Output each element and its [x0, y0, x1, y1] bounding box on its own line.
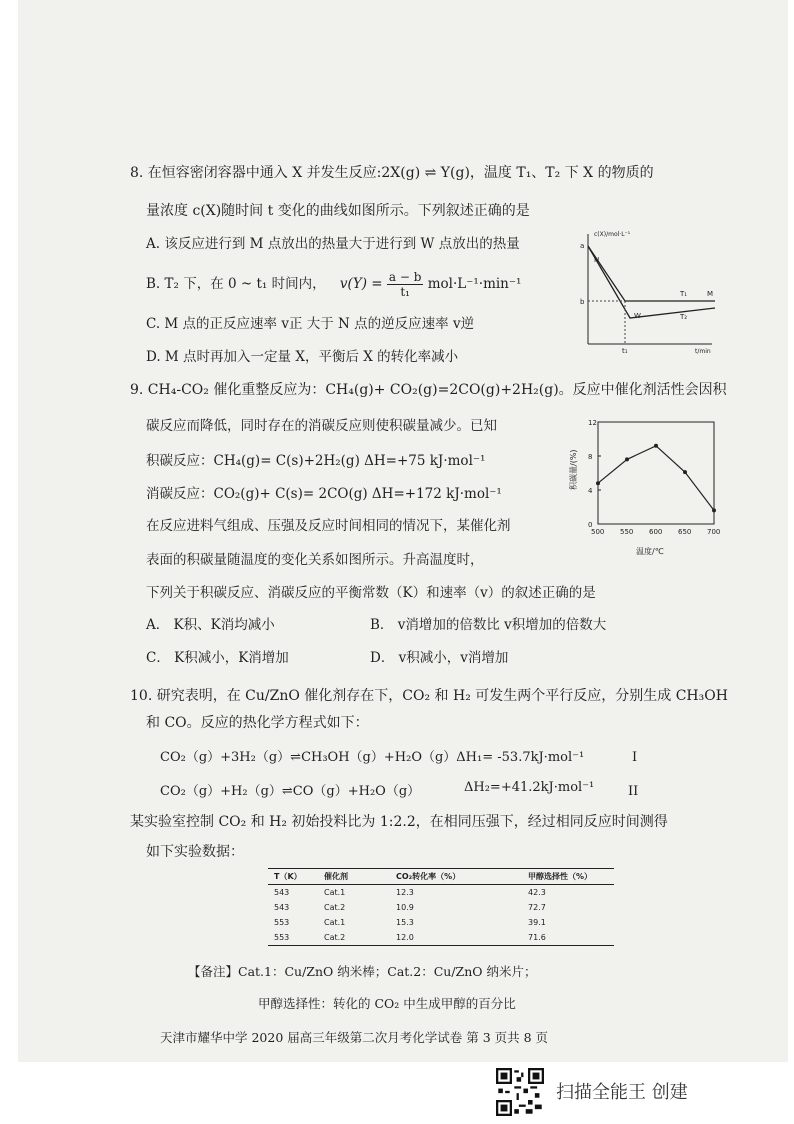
table-cell: 553: [274, 918, 290, 927]
q8-graph-label-w: W: [634, 312, 641, 320]
q9-y-tick-label: 4: [588, 487, 593, 495]
q9-option-d: D． v积减小，v消增加: [370, 650, 509, 666]
q8-graph-label-n: N: [594, 256, 600, 264]
table-cell: 543: [274, 903, 290, 912]
table-cell: 12.0: [390, 930, 522, 946]
q8-graph-ylabel: c(X)/mol·L⁻¹: [594, 231, 631, 238]
q10-equation-1-tag: I: [632, 750, 638, 765]
table-cell: Cat.1: [324, 918, 346, 927]
table-cell: Cat.2: [318, 930, 390, 946]
q8-option-b-prefix: B. T₂ 下，在 0 ~ t₁ 时间内，: [146, 276, 326, 292]
q9-x-tick-label: 650: [678, 528, 692, 536]
table-cell: 12.3: [396, 888, 414, 897]
q8-option-a: A. 该反应进行到 M 点放出的热量大于进行到 W 点放出的热量: [146, 236, 520, 252]
q9-carbon-deposit-chart: [560, 412, 730, 558]
table-cell: Cat.1: [324, 888, 346, 897]
q9-x-tick-label: 500: [591, 528, 605, 536]
q8-graph-xlabel: t/min: [695, 348, 711, 355]
q8-curve-t1: [588, 246, 715, 301]
q9-x-tick-label: 700: [707, 528, 721, 536]
q10-equation-2-tag: II: [628, 784, 639, 799]
q10-equation-2-dh: ΔH₂=+41.2kJ·mol⁻¹: [464, 780, 595, 795]
q8-option-d: D. M 点时再加入一定量 X，平衡后 X 的转化率减小: [146, 349, 459, 365]
q8-graph-label-t1: T₁: [680, 290, 688, 298]
qr-code-icon: [496, 1068, 544, 1116]
q10-note-2: 甲醇选择性：转化的 CO₂ 中生成甲醇的百分比: [258, 996, 516, 1011]
q9-stem-4: 表面的积碳量随温度的变化关系如图所示。升高温度时，: [146, 552, 484, 568]
q10-stem-4: 如下实验数据：: [146, 844, 244, 860]
table-row: [268, 930, 614, 946]
q8-option-b-unit: mol·L⁻¹·min⁻¹: [427, 276, 522, 292]
table-cell: 15.3: [396, 918, 414, 927]
q8-stem-2: 量浓度 c(X)随时间 t 变化的曲线如图所示。下列叙述正确的是: [146, 203, 530, 219]
q9-plot-frame: [598, 422, 714, 524]
q9-stem-5: 下列关于积碳反应、消碳反应的平衡常数（K）和速率（v）的叙述正确的是: [146, 585, 596, 601]
table-cell: Cat.2: [324, 903, 346, 912]
q9-data-point: [712, 508, 716, 512]
q9-reaction-1: 积碳反应：CH₄(g)= C(s)+2H₂(g) ΔH=+75 kJ·mol⁻¹: [146, 453, 486, 469]
q9-stem-2: 碳反应而降低，同时存在的消碳反应则使积碳量减少。已知: [146, 418, 497, 434]
q9-stem-3: 在反应进料气组成、压强及反应时间相同的情况下，某催化剂: [146, 518, 511, 534]
q8-option-b-fraction: [387, 270, 424, 299]
table-row: [268, 885, 614, 901]
q9-stem-1: 9. CH₄-CO₂ 催化重整反应为：CH₄(g)+ CO₂(g)=2CO(g)+2H₂(g)。反应中催化剂活性会因积: [130, 382, 727, 398]
q9-chart-xlabel: 温度/℃: [636, 547, 664, 556]
q10-stem-3: 某实验室控制 CO₂ 和 H₂ 初始投料比为 1:2.2，在相同压强下，经过相同反应时间测得: [130, 814, 668, 830]
table-cell: 10.9: [396, 903, 414, 912]
q8-fraction-num: a − b: [388, 270, 422, 284]
table-header-cell: T（K）: [268, 869, 318, 885]
table-header-cell: 甲醇选择性（%）: [522, 869, 614, 885]
q8-curve-t2: [588, 246, 715, 318]
q8-option-c: C. M 点的正反应速率 v正 大于 N 点的逆反应速率 v逆: [146, 316, 475, 332]
page-footer: 天津市耀华中学 2020 届高三年级第二次月考化学试卷 第 3 页共 8 页: [160, 1030, 549, 1045]
q9-series-line: [598, 446, 714, 511]
q9-option-b: B． v消增加的倍数比 v积增加的倍数大: [370, 617, 607, 633]
q10-stem-1: 10. 研究表明，在 Cu/ZnO 催化剂存在下，CO₂ 和 H₂ 可发生两个平行反应，分别生成 CH₃OH: [130, 688, 728, 704]
q9-x-tick-label: 550: [620, 528, 634, 536]
table-cell: 72.7: [528, 903, 546, 912]
scanner-watermark: 扫描全能王 创建: [556, 1082, 688, 1103]
q8-stem-1: 8. 在恒容密闭容器中通入 X 并发生反应:2X(g) ⇌ Y(g)，温度 T₁、T₂ 下 X 的物质的: [130, 165, 654, 181]
table-cell: 39.1: [528, 918, 546, 927]
table-header-row: [268, 869, 614, 885]
q9-y-tick-label: 12: [588, 419, 597, 427]
q9-reaction-2: 消碳反应：CO₂(g)+ C(s)= 2CO(g) ΔH=+172 kJ·mol⁻¹: [146, 486, 502, 502]
q9-y-tick-label: 0: [588, 521, 593, 529]
table-row: [268, 915, 614, 930]
q9-y-tick-label: 8: [588, 453, 593, 461]
q9-data-point: [654, 444, 658, 448]
q9-data-point: [683, 470, 687, 474]
q9-option-a: A． K积、K消均减小: [146, 617, 275, 633]
table-cell: 553: [268, 930, 318, 946]
q9-data-point: [596, 481, 600, 485]
q8-fraction-den: t₁: [400, 285, 410, 299]
q8-graph-label-m: M: [707, 290, 714, 298]
q8-graph-label-t2: T₂: [680, 313, 688, 321]
q9-data-point: [625, 457, 629, 461]
q8-graph-label-b: b: [580, 298, 585, 306]
q10-data-table: [268, 868, 614, 946]
q10-equation-1: CO₂（g）+3H₂（g）⇌CH₃OH（g）+H₂O（g）ΔH₁= -53.7kJ·mol⁻¹: [160, 750, 585, 765]
q9-x-tick-label: 600: [649, 528, 663, 536]
q8-option-b: [146, 270, 521, 299]
q9-option-c: C． K积减小，K消增加: [146, 650, 289, 666]
q8-concentration-graph: [560, 226, 720, 356]
table-header-cell: CO₂转化率（%）: [390, 869, 522, 885]
q8-graph-label-a: a: [580, 242, 585, 250]
table-cell: 42.3: [528, 888, 546, 897]
q10-note-1: 【备注】Cat.1：Cu/ZnO 纳米棒；Cat.2：Cu/ZnO 纳米片；: [188, 964, 537, 979]
table-cell: 71.6: [522, 930, 614, 946]
table-header-cell: 催化剂: [318, 869, 390, 885]
q8-option-b-rate: v(Y) =: [339, 276, 383, 292]
table-cell: 543: [274, 888, 290, 897]
q9-chart-ylabel: 积碳量/(%): [569, 449, 578, 490]
q8-graph-label-t1-axis: t₁: [622, 347, 628, 355]
q10-equation-2: CO₂（g）+H₂（g）⇌CO（g）+H₂O（g）: [160, 784, 421, 799]
q10-stem-2: 和 CO。反应的热化学方程式如下：: [146, 715, 369, 731]
table-row: [268, 900, 614, 915]
